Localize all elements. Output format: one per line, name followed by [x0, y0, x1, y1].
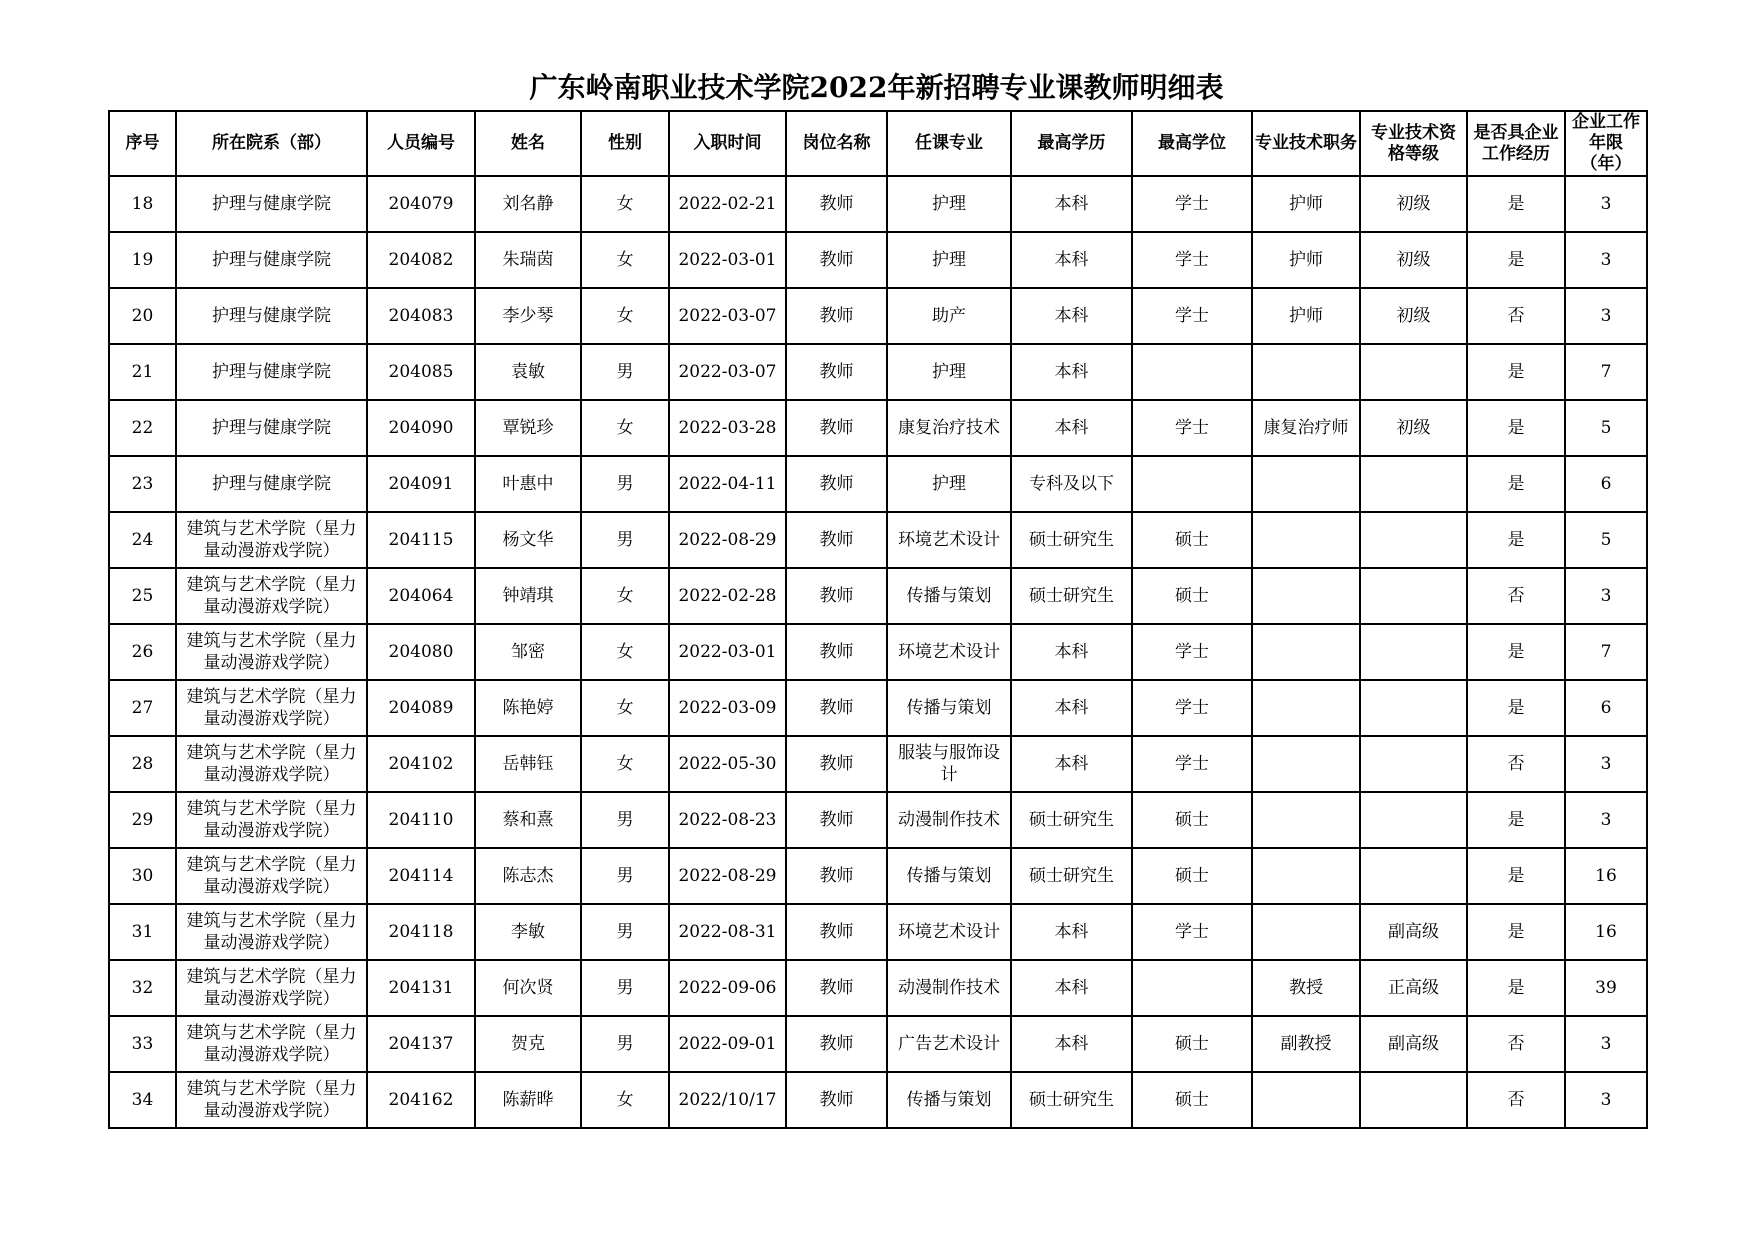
- cell-staff-id: 204083: [367, 288, 475, 344]
- cell-staff-id: 204080: [367, 624, 475, 680]
- cell-education: 专科及以下: [1011, 456, 1132, 512]
- cell-enterprise-experience: 否: [1467, 736, 1565, 792]
- table-row: [109, 568, 1647, 624]
- cell-hire-date: 2022-03-28: [669, 400, 786, 456]
- cell-position: 教师: [786, 680, 887, 736]
- cell-major: 传播与策划: [887, 568, 1011, 624]
- cell-gender: 男: [581, 960, 669, 1016]
- header-col-name: 姓名: [475, 111, 581, 176]
- cell-title: [1252, 680, 1360, 736]
- cell-name: 陈志杰: [475, 848, 581, 904]
- cell-qualification-level: [1360, 736, 1467, 792]
- cell-degree: 学士: [1132, 680, 1252, 736]
- cell-seq: 24: [109, 512, 176, 568]
- cell-qualification-level: [1360, 1072, 1467, 1128]
- header-col-enterprise-experience: 是否具企业工作经历: [1467, 111, 1565, 176]
- cell-major: 动漫制作技术: [887, 792, 1011, 848]
- cell-gender: 女: [581, 1072, 669, 1128]
- cell-enterprise-years: 39: [1565, 960, 1647, 1016]
- header-col-hire-date: 入职时间: [669, 111, 786, 176]
- cell-name: 覃锐珍: [475, 400, 581, 456]
- cell-name: 朱瑞茵: [475, 232, 581, 288]
- cell-title: 康复治疗师: [1252, 400, 1360, 456]
- table-row: [109, 288, 1647, 344]
- cell-major: 传播与策划: [887, 848, 1011, 904]
- cell-gender: 男: [581, 512, 669, 568]
- cell-position: 教师: [786, 232, 887, 288]
- cell-enterprise-years: 3: [1565, 1016, 1647, 1072]
- cell-position: 教师: [786, 792, 887, 848]
- cell-gender: 女: [581, 400, 669, 456]
- cell-position: 教师: [786, 736, 887, 792]
- cell-gender: 男: [581, 1016, 669, 1072]
- cell-enterprise-experience: 否: [1467, 568, 1565, 624]
- cell-name: 贺克: [475, 1016, 581, 1072]
- cell-department: 护理与健康学院: [176, 232, 367, 288]
- cell-education: 本科: [1011, 736, 1132, 792]
- cell-enterprise-years: 3: [1565, 736, 1647, 792]
- cell-title: [1252, 624, 1360, 680]
- cell-degree: 硕士: [1132, 568, 1252, 624]
- cell-staff-id: 204085: [367, 344, 475, 400]
- cell-department: 建筑与艺术学院（星力量动漫游戏学院）: [176, 680, 367, 736]
- cell-gender: 女: [581, 176, 669, 232]
- cell-title: [1252, 512, 1360, 568]
- cell-education: 本科: [1011, 624, 1132, 680]
- cell-qualification-level: [1360, 624, 1467, 680]
- cell-name: 李少琴: [475, 288, 581, 344]
- header-col-qualification-level: 专业技术资格等级: [1360, 111, 1467, 176]
- cell-staff-id: 204079: [367, 176, 475, 232]
- cell-name: 杨文华: [475, 512, 581, 568]
- cell-name: 邹密: [475, 624, 581, 680]
- cell-title: [1252, 792, 1360, 848]
- table-row: [109, 1016, 1647, 1072]
- table-row: [109, 400, 1647, 456]
- cell-department: 建筑与艺术学院（星力量动漫游戏学院）: [176, 736, 367, 792]
- cell-title: [1252, 904, 1360, 960]
- cell-enterprise-experience: 是: [1467, 848, 1565, 904]
- table-row: [109, 904, 1647, 960]
- cell-hire-date: 2022-09-01: [669, 1016, 786, 1072]
- cell-enterprise-experience: 是: [1467, 344, 1565, 400]
- cell-name: 何次贤: [475, 960, 581, 1016]
- cell-title: [1252, 568, 1360, 624]
- cell-staff-id: 204091: [367, 456, 475, 512]
- cell-degree: 学士: [1132, 736, 1252, 792]
- table-row: [109, 1072, 1647, 1128]
- cell-name: 袁敏: [475, 344, 581, 400]
- cell-major: 康复治疗技术: [887, 400, 1011, 456]
- cell-seq: 25: [109, 568, 176, 624]
- cell-major: 护理: [887, 232, 1011, 288]
- cell-gender: 男: [581, 792, 669, 848]
- cell-staff-id: 204102: [367, 736, 475, 792]
- cell-enterprise-years: 16: [1565, 904, 1647, 960]
- cell-title: 护师: [1252, 232, 1360, 288]
- cell-education: 本科: [1011, 344, 1132, 400]
- cell-seq: 27: [109, 680, 176, 736]
- cell-enterprise-experience: 是: [1467, 680, 1565, 736]
- cell-department: 建筑与艺术学院（星力量动漫游戏学院）: [176, 1016, 367, 1072]
- cell-education: 本科: [1011, 400, 1132, 456]
- cell-enterprise-years: 3: [1565, 288, 1647, 344]
- cell-title: [1252, 456, 1360, 512]
- cell-gender: 男: [581, 848, 669, 904]
- cell-qualification-level: [1360, 344, 1467, 400]
- cell-position: 教师: [786, 176, 887, 232]
- cell-staff-id: 204137: [367, 1016, 475, 1072]
- cell-enterprise-experience: 否: [1467, 288, 1565, 344]
- header-col-enterprise-years: 企业工作年限（年）: [1565, 111, 1647, 176]
- cell-seq: 32: [109, 960, 176, 1016]
- cell-enterprise-years: 7: [1565, 624, 1647, 680]
- cell-name: 钟靖琪: [475, 568, 581, 624]
- cell-department: 建筑与艺术学院（星力量动漫游戏学院）: [176, 1072, 367, 1128]
- header-col-education: 最高学历: [1011, 111, 1132, 176]
- cell-enterprise-years: 3: [1565, 1072, 1647, 1128]
- cell-position: 教师: [786, 344, 887, 400]
- cell-department: 护理与健康学院: [176, 176, 367, 232]
- cell-education: 硕士研究生: [1011, 792, 1132, 848]
- cell-education: 本科: [1011, 176, 1132, 232]
- table-row: [109, 680, 1647, 736]
- cell-enterprise-experience: 是: [1467, 904, 1565, 960]
- table-row: [109, 792, 1647, 848]
- cell-gender: 女: [581, 736, 669, 792]
- cell-hire-date: 2022-05-30: [669, 736, 786, 792]
- cell-qualification-level: [1360, 680, 1467, 736]
- cell-enterprise-experience: 是: [1467, 232, 1565, 288]
- cell-enterprise-years: 6: [1565, 680, 1647, 736]
- cell-seq: 28: [109, 736, 176, 792]
- cell-position: 教师: [786, 904, 887, 960]
- cell-degree: 硕士: [1132, 848, 1252, 904]
- page-title: 广东岭南职业技术学院2022年新招聘专业课教师明细表: [529, 71, 1224, 104]
- cell-title: 护师: [1252, 176, 1360, 232]
- cell-enterprise-experience: 是: [1467, 512, 1565, 568]
- cell-enterprise-experience: 是: [1467, 792, 1565, 848]
- cell-education: 硕士研究生: [1011, 568, 1132, 624]
- cell-qualification-level: 副高级: [1360, 1016, 1467, 1072]
- cell-name: 陈薪晔: [475, 1072, 581, 1128]
- cell-major: 护理: [887, 344, 1011, 400]
- cell-staff-id: 204089: [367, 680, 475, 736]
- cell-enterprise-years: 5: [1565, 400, 1647, 456]
- cell-staff-id: 204118: [367, 904, 475, 960]
- cell-staff-id: 204131: [367, 960, 475, 1016]
- cell-staff-id: 204064: [367, 568, 475, 624]
- cell-position: 教师: [786, 400, 887, 456]
- cell-department: 护理与健康学院: [176, 400, 367, 456]
- cell-major: 环境艺术设计: [887, 904, 1011, 960]
- cell-degree: 硕士: [1132, 1072, 1252, 1128]
- header-col-title: 专业技术职务: [1252, 111, 1360, 176]
- cell-enterprise-years: 3: [1565, 176, 1647, 232]
- cell-education: 本科: [1011, 288, 1132, 344]
- cell-qualification-level: [1360, 792, 1467, 848]
- cell-gender: 女: [581, 568, 669, 624]
- cell-seq: 31: [109, 904, 176, 960]
- table-body: [109, 176, 1647, 1128]
- cell-seq: 33: [109, 1016, 176, 1072]
- cell-qualification-level: [1360, 568, 1467, 624]
- cell-qualification-level: [1360, 848, 1467, 904]
- cell-hire-date: 2022-08-31: [669, 904, 786, 960]
- cell-education: 本科: [1011, 232, 1132, 288]
- cell-major: 助产: [887, 288, 1011, 344]
- cell-hire-date: 2022-03-07: [669, 344, 786, 400]
- table-header-row: [109, 111, 1647, 176]
- cell-seq: 26: [109, 624, 176, 680]
- table-row: [109, 736, 1647, 792]
- cell-enterprise-years: 6: [1565, 456, 1647, 512]
- header-col-degree: 最高学位: [1132, 111, 1252, 176]
- cell-hire-date: 2022-02-28: [669, 568, 786, 624]
- cell-education: 硕士研究生: [1011, 1072, 1132, 1128]
- cell-major: 服装与服饰设计: [887, 736, 1011, 792]
- header-col-gender: 性别: [581, 111, 669, 176]
- cell-degree: 硕士: [1132, 512, 1252, 568]
- cell-degree: 学士: [1132, 904, 1252, 960]
- cell-staff-id: 204162: [367, 1072, 475, 1128]
- cell-hire-date: 2022-04-11: [669, 456, 786, 512]
- cell-hire-date: 2022-03-09: [669, 680, 786, 736]
- cell-name: 叶惠中: [475, 456, 581, 512]
- cell-gender: 男: [581, 344, 669, 400]
- cell-enterprise-years: 3: [1565, 568, 1647, 624]
- cell-name: 李敏: [475, 904, 581, 960]
- table-row: [109, 848, 1647, 904]
- cell-degree: 学士: [1132, 400, 1252, 456]
- cell-degree: 学士: [1132, 288, 1252, 344]
- cell-title: [1252, 848, 1360, 904]
- cell-hire-date: 2022-02-21: [669, 176, 786, 232]
- cell-enterprise-years: 3: [1565, 792, 1647, 848]
- header-col-seq: 序号: [109, 111, 176, 176]
- cell-department: 护理与健康学院: [176, 456, 367, 512]
- cell-gender: 女: [581, 232, 669, 288]
- table-row: [109, 176, 1647, 232]
- header-col-major: 任课专业: [887, 111, 1011, 176]
- cell-gender: 女: [581, 680, 669, 736]
- cell-title: 教授: [1252, 960, 1360, 1016]
- cell-qualification-level: 初级: [1360, 400, 1467, 456]
- cell-major: 护理: [887, 456, 1011, 512]
- cell-position: 教师: [786, 960, 887, 1016]
- cell-seq: 18: [109, 176, 176, 232]
- cell-hire-date: 2022/10/17: [669, 1072, 786, 1128]
- cell-enterprise-experience: 否: [1467, 1072, 1565, 1128]
- cell-qualification-level: [1360, 512, 1467, 568]
- cell-seq: 34: [109, 1072, 176, 1128]
- cell-department: 建筑与艺术学院（星力量动漫游戏学院）: [176, 960, 367, 1016]
- cell-education: 本科: [1011, 1016, 1132, 1072]
- cell-education: 硕士研究生: [1011, 512, 1132, 568]
- cell-major: 传播与策划: [887, 1072, 1011, 1128]
- cell-degree: 学士: [1132, 176, 1252, 232]
- cell-major: 环境艺术设计: [887, 512, 1011, 568]
- cell-gender: 男: [581, 904, 669, 960]
- cell-degree: 硕士: [1132, 1016, 1252, 1072]
- cell-position: 教师: [786, 1016, 887, 1072]
- cell-major: 护理: [887, 176, 1011, 232]
- cell-major: 传播与策划: [887, 680, 1011, 736]
- cell-name: 刘名静: [475, 176, 581, 232]
- cell-title: [1252, 736, 1360, 792]
- cell-title: 副教授: [1252, 1016, 1360, 1072]
- cell-education: 本科: [1011, 960, 1132, 1016]
- cell-education: 本科: [1011, 904, 1132, 960]
- cell-department: 建筑与艺术学院（星力量动漫游戏学院）: [176, 848, 367, 904]
- cell-qualification-level: 初级: [1360, 288, 1467, 344]
- cell-position: 教师: [786, 288, 887, 344]
- cell-position: 教师: [786, 848, 887, 904]
- cell-hire-date: 2022-08-29: [669, 512, 786, 568]
- cell-staff-id: 204115: [367, 512, 475, 568]
- cell-department: 建筑与艺术学院（星力量动漫游戏学院）: [176, 792, 367, 848]
- cell-department: 护理与健康学院: [176, 344, 367, 400]
- cell-enterprise-experience: 是: [1467, 456, 1565, 512]
- cell-seq: 20: [109, 288, 176, 344]
- cell-position: 教师: [786, 568, 887, 624]
- cell-major: 环境艺术设计: [887, 624, 1011, 680]
- cell-enterprise-experience: 是: [1467, 960, 1565, 1016]
- cell-title: [1252, 1072, 1360, 1128]
- cell-name: 陈艳婷: [475, 680, 581, 736]
- table-row: [109, 344, 1647, 400]
- cell-seq: 23: [109, 456, 176, 512]
- cell-department: 建筑与艺术学院（星力量动漫游戏学院）: [176, 512, 367, 568]
- cell-department: 建筑与艺术学院（星力量动漫游戏学院）: [176, 568, 367, 624]
- cell-qualification-level: [1360, 456, 1467, 512]
- table-row: [109, 960, 1647, 1016]
- cell-hire-date: 2022-08-23: [669, 792, 786, 848]
- cell-major: 动漫制作技术: [887, 960, 1011, 1016]
- cell-degree: [1132, 456, 1252, 512]
- cell-staff-id: 204114: [367, 848, 475, 904]
- cell-seq: 21: [109, 344, 176, 400]
- cell-seq: 22: [109, 400, 176, 456]
- cell-department: 建筑与艺术学院（星力量动漫游戏学院）: [176, 624, 367, 680]
- cell-gender: 女: [581, 624, 669, 680]
- cell-position: 教师: [786, 624, 887, 680]
- cell-qualification-level: 正高级: [1360, 960, 1467, 1016]
- cell-education: 本科: [1011, 680, 1132, 736]
- cell-hire-date: 2022-03-01: [669, 232, 786, 288]
- cell-staff-id: 204082: [367, 232, 475, 288]
- cell-enterprise-years: 7: [1565, 344, 1647, 400]
- table-row: [109, 232, 1647, 288]
- cell-qualification-level: 初级: [1360, 176, 1467, 232]
- cell-qualification-level: 初级: [1360, 232, 1467, 288]
- cell-enterprise-experience: 是: [1467, 176, 1565, 232]
- header-col-staff-id: 人员编号: [367, 111, 475, 176]
- cell-enterprise-years: 3: [1565, 232, 1647, 288]
- cell-enterprise-experience: 是: [1467, 624, 1565, 680]
- cell-department: 建筑与艺术学院（星力量动漫游戏学院）: [176, 904, 367, 960]
- cell-enterprise-experience: 否: [1467, 1016, 1565, 1072]
- cell-position: 教师: [786, 456, 887, 512]
- cell-hire-date: 2022-08-29: [669, 848, 786, 904]
- cell-seq: 30: [109, 848, 176, 904]
- teacher-roster-table: [108, 110, 1648, 1129]
- cell-gender: 男: [581, 456, 669, 512]
- cell-education: 硕士研究生: [1011, 848, 1132, 904]
- cell-name: 蔡和熹: [475, 792, 581, 848]
- table-row: [109, 624, 1647, 680]
- cell-qualification-level: 副高级: [1360, 904, 1467, 960]
- cell-hire-date: 2022-09-06: [669, 960, 786, 1016]
- cell-seq: 29: [109, 792, 176, 848]
- cell-enterprise-experience: 是: [1467, 400, 1565, 456]
- header-col-department: 所在院系（部）: [176, 111, 367, 176]
- cell-position: 教师: [786, 512, 887, 568]
- cell-degree: 硕士: [1132, 792, 1252, 848]
- cell-degree: 学士: [1132, 232, 1252, 288]
- cell-name: 岳韩钰: [475, 736, 581, 792]
- cell-degree: [1132, 344, 1252, 400]
- cell-title: [1252, 344, 1360, 400]
- cell-staff-id: 204090: [367, 400, 475, 456]
- cell-hire-date: 2022-03-07: [669, 288, 786, 344]
- cell-hire-date: 2022-03-01: [669, 624, 786, 680]
- cell-major: 广告艺术设计: [887, 1016, 1011, 1072]
- cell-enterprise-years: 16: [1565, 848, 1647, 904]
- cell-position: 教师: [786, 1072, 887, 1128]
- cell-degree: 学士: [1132, 624, 1252, 680]
- header-col-position: 岗位名称: [786, 111, 887, 176]
- cell-gender: 女: [581, 288, 669, 344]
- table-row: [109, 512, 1647, 568]
- cell-degree: [1132, 960, 1252, 1016]
- cell-department: 护理与健康学院: [176, 288, 367, 344]
- cell-seq: 19: [109, 232, 176, 288]
- table-row: [109, 456, 1647, 512]
- cell-staff-id: 204110: [367, 792, 475, 848]
- cell-enterprise-years: 5: [1565, 512, 1647, 568]
- cell-title: 护师: [1252, 288, 1360, 344]
